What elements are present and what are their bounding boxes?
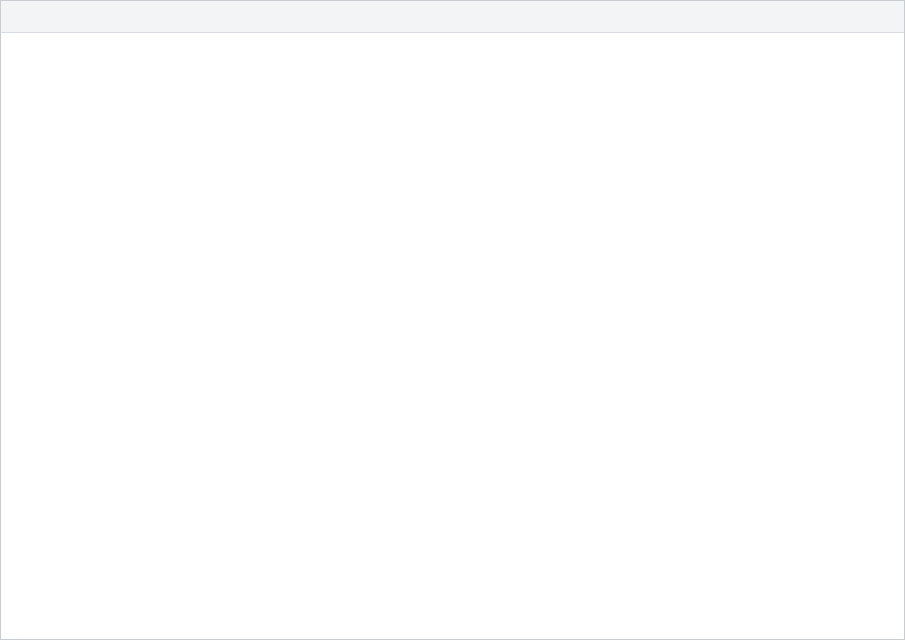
main-content (1, 33, 904, 639)
title-bar (1, 1, 904, 33)
